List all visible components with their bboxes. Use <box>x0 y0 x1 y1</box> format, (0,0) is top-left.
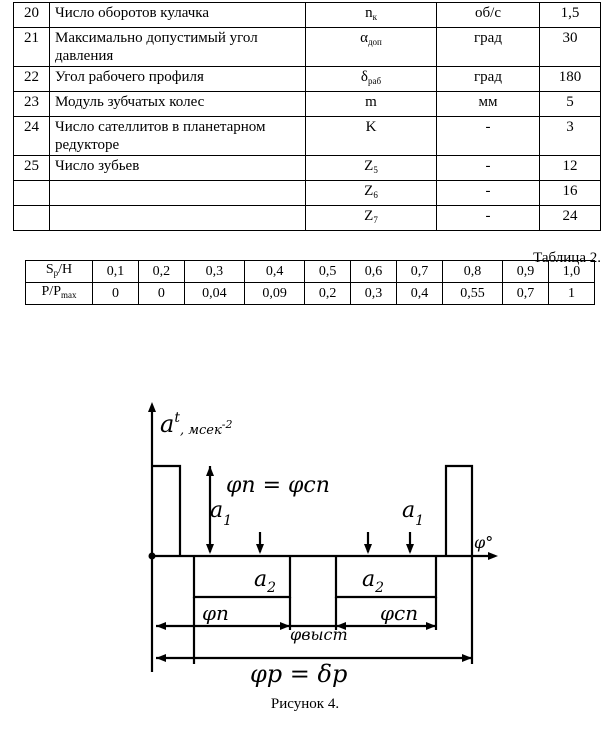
table-cell: 1,0 <box>549 261 595 283</box>
load-table <box>25 260 595 305</box>
parameter-symbol: $Z_6$ <box>306 181 437 206</box>
table-cell: 0,7 <box>503 283 549 305</box>
table-cell: 0,5 <box>305 261 351 283</box>
parameter-value: 180 <box>540 67 601 92</box>
row-number <box>14 181 50 206</box>
table-cell: 0,7 <box>397 261 443 283</box>
table-row <box>14 92 601 117</box>
table-cell: 0 <box>93 283 139 305</box>
table-cell: 0,09 <box>245 283 305 305</box>
parameter-name: Угол рабочего профиля <box>50 67 306 92</box>
row-number <box>14 206 50 231</box>
row-number: 23 <box>14 92 50 117</box>
figure-caption: Рисунок 4. <box>270 696 340 712</box>
parameter-unit: - <box>437 117 540 156</box>
table-cell: 1 <box>549 283 595 305</box>
phase-equality-label: φп = φсп <box>226 473 330 498</box>
parameter-name: Число сателлитов в планетарном редукторе <box>50 117 306 156</box>
table-cell: 0,6 <box>351 261 397 283</box>
parameter-name: Число оборотов кулачка <box>50 3 306 28</box>
parameter-name <box>50 181 306 206</box>
parameter-value: 5 <box>540 92 601 117</box>
table-row <box>14 67 601 92</box>
phi-p-label: φп <box>202 601 229 625</box>
table-cell: 0,1 <box>93 261 139 283</box>
parameter-name <box>50 206 306 231</box>
parameter-unit: - <box>437 206 540 231</box>
table-cell: 0,2 <box>305 283 351 305</box>
parameter-value: 16 <box>540 181 601 206</box>
parameter-unit: - <box>437 181 540 206</box>
table-row <box>14 117 601 156</box>
parameter-unit: об/с <box>437 3 540 28</box>
table-cell: 0 <box>138 283 184 305</box>
table-cell: 0,04 <box>184 283 244 305</box>
table-row <box>14 156 601 181</box>
parameter-symbol: K <box>306 117 437 156</box>
axis-y-label: $a^t_{, мсек}^{-2}$ <box>160 410 233 438</box>
table-cell: 0,9 <box>503 261 549 283</box>
parameter-value: 30 <box>540 28 601 67</box>
axis-x-label: φ° <box>474 533 494 552</box>
parameter-symbol: m <box>306 92 437 117</box>
table-row <box>14 28 601 67</box>
a2-label: $a_2$ <box>254 567 277 596</box>
row-number: 21 <box>14 28 50 67</box>
row-number: 20 <box>14 3 50 28</box>
parameter-symbol: $\delta_{раб}$ <box>306 67 437 92</box>
parameter-unit: град <box>437 67 540 92</box>
table-cell: 0,4 <box>397 283 443 305</box>
parameter-value: 3 <box>540 117 601 156</box>
parameter-name: Число зубьев <box>50 156 306 181</box>
parameter-symbol: $n_к$ <box>306 3 437 28</box>
table-row <box>14 3 601 28</box>
parameter-symbol: $\alpha_{доп}$ <box>306 28 437 67</box>
table-cell: 0,4 <box>245 261 305 283</box>
table2-caption: Таблица 2. <box>533 250 601 266</box>
table-row <box>14 181 601 206</box>
table-cell: 0,55 <box>442 283 502 305</box>
parameter-name: Максимально допустимый угол давления <box>50 28 306 67</box>
row-number: 25 <box>14 156 50 181</box>
row-number: 22 <box>14 67 50 92</box>
row-header: $P/P_{max}$ <box>26 283 93 305</box>
phi-vyst-label: φвыст <box>290 625 348 644</box>
table-cell: 0,2 <box>138 261 184 283</box>
table-cell: 0,3 <box>184 261 244 283</box>
phi-r-label: φр = δр <box>250 660 348 688</box>
row-number: 24 <box>14 117 50 156</box>
parameter-unit: мм <box>437 92 540 117</box>
parameter-value: 1,5 <box>540 3 601 28</box>
parameter-value: 24 <box>540 206 601 231</box>
table-row <box>26 261 595 283</box>
parameters-table <box>13 2 601 231</box>
table-cell: 0,8 <box>442 261 502 283</box>
a1-left-label: $a_1$ <box>210 498 233 529</box>
parameter-value: 12 <box>540 156 601 181</box>
a2-right-label: $a_2$ <box>362 567 385 596</box>
parameter-symbol: $Z_5$ <box>306 156 437 181</box>
table-cell: 0,3 <box>351 283 397 305</box>
parameter-name: Модуль зубчатых колес <box>50 92 306 117</box>
phi-sp-label: φсп <box>380 601 419 625</box>
acceleration-diagram <box>140 402 500 692</box>
table-row <box>14 206 601 231</box>
table-row <box>26 283 595 305</box>
a1-right-label: $a_1$ <box>402 498 425 529</box>
parameter-symbol: $Z_7$ <box>306 206 437 231</box>
row-header: $S_p/H$ <box>26 261 93 283</box>
parameter-unit: град <box>437 28 540 67</box>
parameter-unit: - <box>437 156 540 181</box>
